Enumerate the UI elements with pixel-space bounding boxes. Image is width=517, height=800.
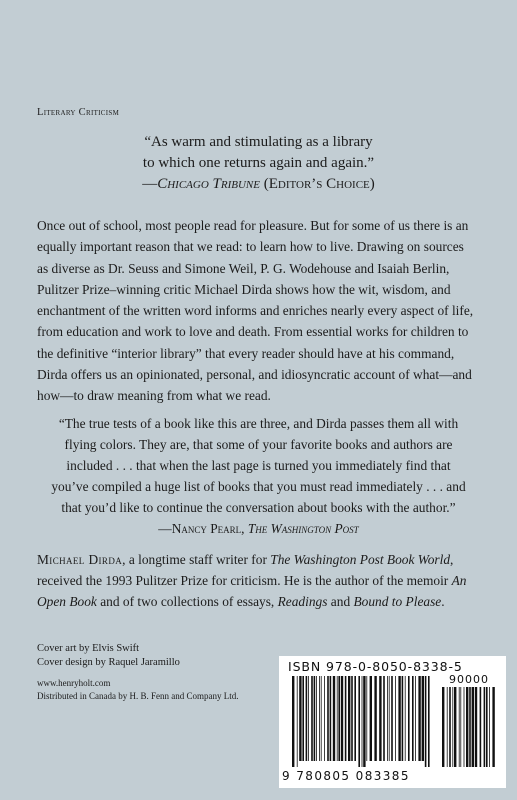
ean-digits: 9 780805 083385 bbox=[282, 769, 410, 783]
barcode-bar bbox=[370, 676, 372, 761]
attribution-source: Chicago Tribune bbox=[157, 176, 260, 192]
barcode-bar bbox=[459, 687, 460, 767]
barcode-bar bbox=[486, 687, 488, 767]
barcode-bar bbox=[408, 676, 410, 761]
barcode-bar bbox=[362, 676, 363, 767]
barcode-bar bbox=[492, 687, 494, 767]
barcode-bar bbox=[418, 676, 420, 761]
description-line: equally important reason that we read: to learn how to live. Drawing on sources bbox=[37, 239, 464, 255]
quote-line: flying colors. They are, that some of your favorite books and authors are bbox=[64, 437, 453, 452]
description-line: from education and work to love and death. From essential works for children to bbox=[37, 324, 469, 340]
barcode-bar bbox=[472, 687, 474, 767]
barcode-bar bbox=[302, 676, 304, 761]
barcode-bar bbox=[428, 676, 430, 767]
description-line: Once out of school, most people read for pleasure. But for some of us there is an bbox=[37, 218, 469, 233]
barcode-bar bbox=[321, 676, 322, 761]
barcode-bar bbox=[297, 676, 298, 767]
barcode-bar bbox=[405, 676, 406, 761]
barcode-bar bbox=[442, 687, 444, 767]
quote-attribution: —Nancy Pearl, The Washington Post bbox=[158, 521, 359, 536]
barcode-bar bbox=[338, 676, 340, 761]
barcode-bar bbox=[314, 676, 316, 761]
barcode-bar bbox=[311, 676, 313, 761]
cover-credits bbox=[37, 642, 180, 669]
book-description bbox=[37, 215, 485, 407]
barcode-bar bbox=[379, 676, 381, 761]
barcode-bar bbox=[412, 676, 414, 761]
barcode-bar bbox=[480, 687, 482, 767]
barcode-bar bbox=[391, 676, 393, 761]
barcode-bar bbox=[319, 676, 320, 761]
bio-line: received the 1993 Pulitzer Prize for criticism. He is the author of the memoir An bbox=[37, 573, 467, 588]
barcode-bar bbox=[425, 676, 427, 767]
barcode-bar bbox=[316, 676, 317, 761]
addon-digits: 90000 bbox=[449, 673, 489, 686]
barcode-bar bbox=[337, 676, 338, 761]
barcode-bar bbox=[299, 676, 301, 761]
barcode-bar bbox=[402, 676, 404, 761]
barcode-bar bbox=[387, 676, 388, 761]
barcode-bar bbox=[330, 676, 332, 761]
publisher-website: www.henryholt.com bbox=[37, 678, 111, 688]
barcode-bar bbox=[292, 676, 294, 767]
pull-quote-washington-post bbox=[0, 413, 517, 539]
barcode-bar bbox=[452, 687, 453, 767]
description-line: Pulitzer Prize–winning critic Michael Dirda shows how the wit, wisdom, and bbox=[37, 281, 451, 297]
barcode-bar bbox=[469, 687, 471, 767]
bio-line: Open Book and of two collections of essays, Readings and Bound to Please. bbox=[37, 594, 445, 609]
quote-line: “As warm and stimulating as a library bbox=[144, 134, 373, 150]
barcode-bar bbox=[454, 687, 456, 767]
barcode-bar bbox=[348, 676, 350, 761]
barcode-bar bbox=[341, 676, 343, 761]
barcode-bar bbox=[374, 676, 376, 761]
cover-art-credit: Cover art by Elvis Swift bbox=[37, 643, 140, 654]
cover-design-credit: Cover design by Raquel Jaramillo bbox=[37, 656, 180, 668]
barcode-bar bbox=[464, 687, 465, 767]
pull-quote-chicago-tribune bbox=[0, 132, 517, 195]
barcode-bar bbox=[466, 687, 468, 767]
publisher-info bbox=[37, 677, 238, 702]
barcode-bar bbox=[345, 676, 347, 761]
barcode-bar bbox=[415, 676, 416, 761]
barcode-bar bbox=[398, 676, 400, 761]
barcode-bar bbox=[389, 676, 390, 761]
quote-line: “The true tests of a book like this are three, and Dirda passes them all with bbox=[58, 416, 459, 431]
attribution-source: The Washington Post bbox=[247, 521, 359, 536]
quote-line: that you’d like to continue the conversation about books with the author.” bbox=[61, 500, 456, 515]
description-line: as diverse as Dr. Seuss and Simone Weil, P. G. Wodehouse and Isaiah Berlin, bbox=[37, 260, 450, 276]
description-line: Dirda offers us an opinionated, personal, and idiosyncratic account of what—and bbox=[37, 367, 472, 383]
description-line: how—to draw meaning from what we read. bbox=[37, 388, 271, 404]
barcode-bar bbox=[333, 676, 335, 761]
barcode-bar bbox=[383, 676, 385, 761]
distribution-note: Distributed in Canada by H. B. Fenn and Company Ltd. bbox=[37, 690, 239, 701]
author-bio bbox=[37, 549, 497, 612]
barcode-bar bbox=[363, 676, 365, 767]
author-name: Michael Dirda bbox=[37, 552, 123, 567]
barcode-bar bbox=[324, 676, 325, 761]
barcode-bar bbox=[489, 687, 490, 767]
description-line: enchantment of the written word informs and enriches nearly every aspect of life, bbox=[37, 303, 474, 319]
barcode-bar bbox=[306, 676, 308, 761]
barcode-bar bbox=[460, 687, 461, 767]
price-addon-barcode-icon bbox=[441, 687, 497, 767]
barcode-bar bbox=[354, 676, 356, 761]
barcode-bar bbox=[308, 676, 309, 761]
ean13-barcode-icon bbox=[291, 676, 431, 767]
barcode-bar bbox=[327, 676, 329, 761]
quote-attribution: —Chicago Tribune (Editor’s Choice) bbox=[142, 176, 375, 192]
isbn-barcode bbox=[279, 656, 506, 788]
barcode-bar bbox=[422, 676, 424, 761]
barcode-bar bbox=[358, 676, 360, 767]
barcode-bar bbox=[395, 676, 396, 761]
quote-line: you’ve compiled a huge list of books that you must read immediately . . . and bbox=[51, 479, 466, 494]
barcode-bar bbox=[475, 687, 477, 767]
barcode-bar bbox=[484, 687, 486, 767]
description-line: the definitive “interior library” that every reader should have at his command, bbox=[37, 345, 455, 361]
barcode-bar bbox=[447, 687, 448, 767]
category-label: Literary Criticism bbox=[37, 107, 120, 118]
barcode-bar bbox=[351, 676, 353, 761]
barcode-bar bbox=[366, 676, 367, 761]
isbn-label: ISBN 978-0-8050-8338-5 bbox=[288, 659, 463, 674]
quote-line: to which one returns again and again.” bbox=[142, 155, 375, 171]
quote-line: included . . . that when the last page is turned you immediately find that bbox=[66, 458, 451, 473]
bio-line: Michael Dirda, a longtime staff writer for The Washington Post Book World, bbox=[37, 552, 454, 567]
barcode-bar bbox=[449, 687, 451, 767]
